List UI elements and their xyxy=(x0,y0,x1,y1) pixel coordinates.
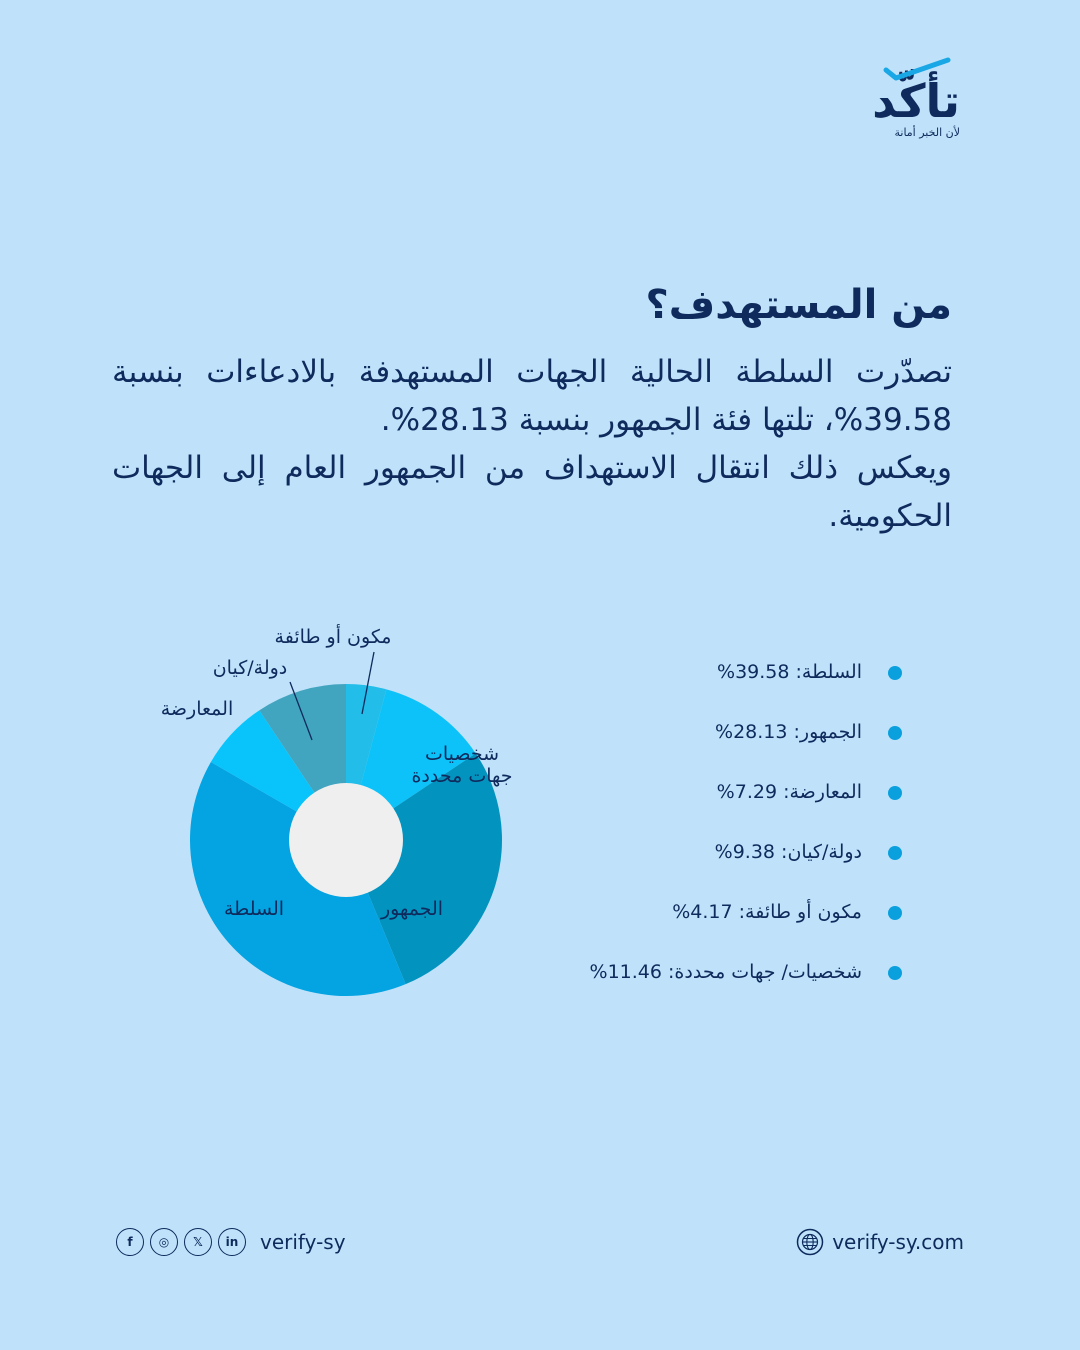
logo-tagline: لأن الخبر أمانة xyxy=(894,126,960,139)
donut-chart xyxy=(150,610,550,1010)
legend-item-opposition: المعارضة: 7.29% xyxy=(542,768,902,828)
facebook-icon[interactable]: f xyxy=(116,1228,144,1256)
legend-item-persons: شخصيات/ جهات محددة: 11.46% xyxy=(542,948,902,1008)
slice-label: دولة/كيان xyxy=(212,657,288,679)
legend-dot xyxy=(888,846,902,860)
slice-label: مكون أو طائفة xyxy=(274,626,392,648)
legend-item-state: دولة/كيان: 9.38% xyxy=(542,828,902,888)
website-url[interactable]: verify-sy.com xyxy=(832,1230,964,1254)
legend-dot xyxy=(888,966,902,980)
globe-icon xyxy=(796,1228,824,1256)
checkmark-icon xyxy=(882,56,952,84)
paragraph-2: ويعكس ذلك انتقال الاستهداف من الجمهور العام إلى الجهات الحكومية. xyxy=(112,450,952,534)
social-links xyxy=(116,1226,346,1258)
slice-label: المعارضة xyxy=(160,698,234,720)
legend-dot xyxy=(888,726,902,740)
paragraph-1: تصدّرت السلطة الحالية الجهات المستهدفة بالادعاءات بنسبة 39.58%، تلتها فئة الجمهور بنسبة 28.13%. xyxy=(112,354,952,438)
donut-hole xyxy=(289,783,403,897)
slice-label: شخصيات جهات محددة xyxy=(411,743,513,787)
logo-text: تأكّد xyxy=(872,74,960,128)
instagram-icon[interactable]: ◎ xyxy=(150,1228,178,1256)
legend-item-authority: السلطة: 39.58% xyxy=(542,648,902,708)
x-icon[interactable]: 𝕏 xyxy=(184,1228,212,1256)
legend-dot xyxy=(888,666,902,680)
slice-label: الجمهور xyxy=(380,898,444,920)
slice-label: السلطة xyxy=(223,898,285,920)
social-handle: verify-sy xyxy=(260,1230,346,1254)
website-link[interactable] xyxy=(796,1226,964,1258)
brand-logo xyxy=(810,62,960,152)
linkedin-icon[interactable]: in xyxy=(218,1228,246,1256)
legend-dot xyxy=(888,786,902,800)
legend-dot xyxy=(888,906,902,920)
page-title: من المستهدف؟ xyxy=(645,282,952,328)
body-text xyxy=(112,348,952,540)
legend-item-public: الجمهور: 28.13% xyxy=(542,708,902,768)
legend-item-sect: مكون أو طائفة: 4.17% xyxy=(542,888,902,948)
chart-legend xyxy=(542,648,902,1008)
